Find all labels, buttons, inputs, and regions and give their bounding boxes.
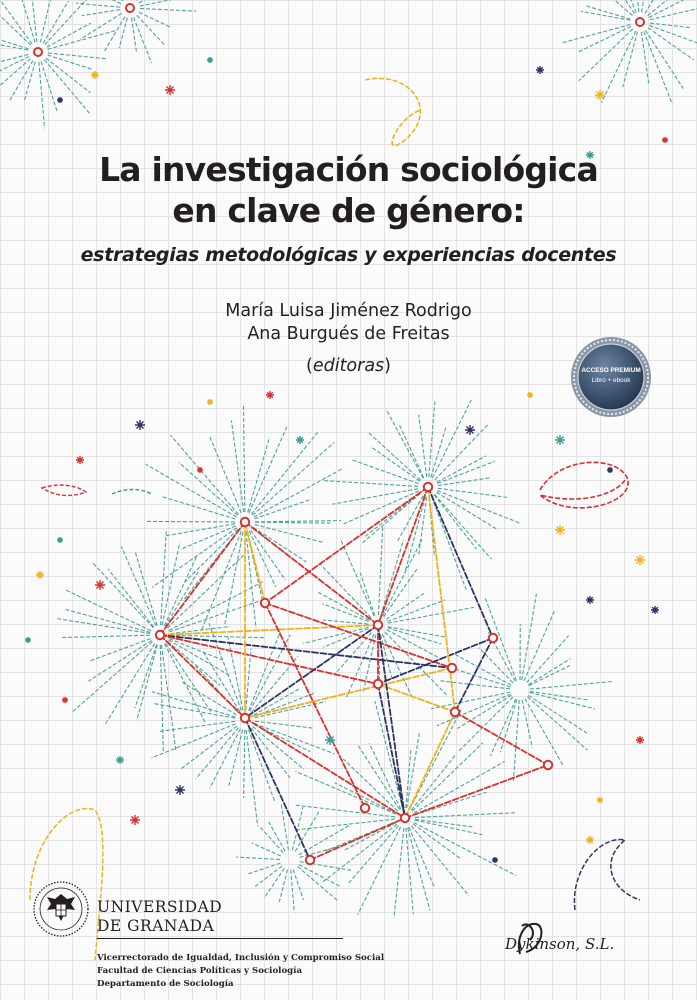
burst-ray xyxy=(169,582,263,631)
burst-ray xyxy=(248,437,270,512)
burst-ray xyxy=(623,32,638,87)
burst-ray xyxy=(410,708,463,809)
burst-ray xyxy=(411,826,468,896)
burst-ray xyxy=(66,609,151,632)
burst-ray xyxy=(415,813,516,818)
star-mark xyxy=(62,697,68,703)
burst-ray xyxy=(202,531,242,630)
network-node xyxy=(306,856,314,864)
burst-ray xyxy=(152,724,236,758)
burst-ray xyxy=(71,642,152,713)
star-mark xyxy=(197,467,203,473)
burst-ray xyxy=(40,0,50,42)
burst-ray xyxy=(438,478,490,486)
burst-ray xyxy=(25,62,36,100)
network-edge xyxy=(428,487,455,712)
burst-ray xyxy=(255,866,282,886)
star-mark xyxy=(586,596,594,604)
burst-ray xyxy=(405,497,425,571)
burst-ray xyxy=(384,568,418,616)
burst-ray xyxy=(147,521,235,522)
network-node xyxy=(448,664,456,672)
burst-ray xyxy=(298,866,339,901)
burst-ray xyxy=(530,691,589,700)
burst-ray xyxy=(0,54,28,64)
star-mark xyxy=(95,580,105,590)
burst-ray xyxy=(522,594,537,680)
author-1: María Luisa Jiménez Rodrigo xyxy=(225,301,472,321)
network-edge xyxy=(160,522,245,635)
burst-ray xyxy=(641,32,649,86)
burst-ray xyxy=(378,525,382,615)
burst-ray xyxy=(134,17,152,63)
star-mark xyxy=(662,137,668,143)
network-node xyxy=(636,18,644,26)
burst-ray xyxy=(236,857,280,859)
burst-ray xyxy=(251,432,317,514)
network-edge xyxy=(265,603,365,808)
burst-ray xyxy=(249,632,280,711)
burst-ray xyxy=(255,521,341,522)
burst-ray xyxy=(121,546,156,625)
star-mark xyxy=(465,425,475,435)
burst-ray xyxy=(437,461,494,483)
burst-ray xyxy=(381,635,393,681)
burst-ray xyxy=(431,428,446,478)
network-node xyxy=(34,48,42,56)
burst-ray xyxy=(93,563,154,628)
burst-ray xyxy=(21,0,35,42)
burst-ray xyxy=(61,635,150,637)
burst-ray xyxy=(593,0,634,14)
burst-ray xyxy=(0,0,32,44)
burst-ray xyxy=(57,619,150,634)
network-edge xyxy=(378,487,428,625)
network-node xyxy=(374,680,382,688)
burst-ray xyxy=(394,828,404,918)
burst-ray xyxy=(93,0,123,1)
author-2: Ana Burgués de Freitas xyxy=(247,324,450,344)
burst-ray xyxy=(140,0,188,6)
burst-ray xyxy=(353,460,419,484)
burst-ray xyxy=(80,13,121,39)
burst-ray xyxy=(248,729,274,801)
burst-ray xyxy=(528,695,587,733)
burst-ray xyxy=(140,8,196,11)
publisher-logo: Dykinson, S.L. xyxy=(505,935,615,953)
burst-ray xyxy=(561,25,630,43)
burst-ray xyxy=(39,62,45,128)
department-line-1: Vicerrectorado de Igualdad, Inclusión y Compromiso Social xyxy=(97,953,385,963)
burst-ray xyxy=(90,638,151,660)
burst-ray xyxy=(439,681,510,689)
burst-ray xyxy=(650,23,690,27)
burst-ray xyxy=(104,17,125,53)
network-node xyxy=(424,483,432,491)
burst-ray xyxy=(513,700,519,781)
burst-ray xyxy=(388,627,448,638)
premium-access-badge xyxy=(570,336,652,418)
star-mark xyxy=(586,836,594,844)
burst-ray xyxy=(530,681,614,689)
star-mark xyxy=(296,436,304,444)
star-mark xyxy=(57,97,63,103)
burst-ray xyxy=(415,819,474,827)
network-node xyxy=(241,714,249,722)
doodle-stroke xyxy=(112,490,152,495)
burst-ray xyxy=(524,610,555,681)
burst-ray xyxy=(76,3,120,7)
star-mark xyxy=(91,71,99,79)
burst-ray xyxy=(383,540,422,617)
network-node xyxy=(241,518,249,526)
star-mark xyxy=(555,525,565,535)
burst-ray xyxy=(254,469,342,517)
star-mark xyxy=(207,399,213,405)
star-mark xyxy=(36,571,44,579)
burst-ray xyxy=(139,12,171,27)
badge-label-2: Libro + ebook xyxy=(591,377,631,384)
burst-ray xyxy=(438,488,507,497)
burst-ray xyxy=(587,6,631,19)
burst-ray xyxy=(294,805,395,817)
star-mark xyxy=(597,797,603,803)
burst-ray xyxy=(170,635,265,637)
burst-ray xyxy=(318,592,370,620)
star-mark xyxy=(116,756,124,764)
burst-ray xyxy=(371,447,419,481)
star-mark xyxy=(635,555,645,565)
network-edge xyxy=(455,712,548,765)
star-mark xyxy=(492,857,498,863)
editors-note-word: editoras xyxy=(312,356,385,376)
burst-ray xyxy=(323,620,368,624)
burst-ray xyxy=(210,729,241,788)
burst-ray xyxy=(135,552,157,626)
burst-ray xyxy=(153,703,235,718)
network-node xyxy=(401,814,409,822)
burst-ray xyxy=(387,600,445,622)
star-mark xyxy=(76,456,84,464)
burst-ray xyxy=(522,700,532,748)
burst-ray xyxy=(291,870,294,912)
network-edge xyxy=(378,684,455,712)
burst-ray xyxy=(248,863,280,874)
doodle-stroke xyxy=(42,485,86,495)
network-node xyxy=(361,804,369,812)
burst-ray xyxy=(412,743,483,811)
burst-ray xyxy=(139,0,187,3)
burst-ray xyxy=(269,822,285,851)
network-node xyxy=(544,761,552,769)
burst-ray xyxy=(649,25,697,44)
book-title-line-1: La investigación sociológica xyxy=(99,150,598,189)
burst-ray xyxy=(357,744,399,809)
burst-ray xyxy=(321,824,397,883)
book-title-line-2: en clave de género: xyxy=(172,191,525,230)
burst-ray xyxy=(530,692,595,708)
star-mark xyxy=(527,392,533,398)
burst-ray xyxy=(413,824,461,859)
burst-ray xyxy=(160,645,163,752)
star-mark xyxy=(555,435,565,445)
burst-ray xyxy=(363,493,421,542)
burst-ray xyxy=(649,0,686,17)
burst-ray xyxy=(648,28,693,60)
burst-ray xyxy=(164,524,235,536)
star-mark xyxy=(266,391,274,399)
doodle-stroke xyxy=(540,462,628,508)
network-node xyxy=(489,634,497,642)
burst-ray xyxy=(0,33,28,49)
burst-ray xyxy=(82,10,120,16)
burst-ray xyxy=(185,529,238,582)
burst-ray xyxy=(146,464,237,517)
burst-ray xyxy=(228,637,243,711)
burst-ray xyxy=(388,628,442,644)
burst-ray xyxy=(160,721,235,731)
burst-ray xyxy=(255,522,330,523)
burst-ray xyxy=(296,771,396,814)
star-mark xyxy=(207,57,213,63)
star-mark xyxy=(25,637,31,643)
burst-ray xyxy=(231,420,243,512)
burst-ray xyxy=(246,649,251,710)
doodle-stroke xyxy=(574,840,640,910)
university-name-line-2: DE GRANADA xyxy=(97,917,215,935)
editors-note-open: ( xyxy=(306,356,313,376)
burst-ray xyxy=(368,432,420,480)
burst-ray xyxy=(386,409,423,478)
burst-ray xyxy=(415,792,487,815)
burst-ray xyxy=(0,15,31,45)
badge-label-1: ACCESO PREMIUM xyxy=(581,367,641,374)
network-node xyxy=(374,621,382,629)
network-edge xyxy=(160,625,378,635)
department-line-2: Facultad de Ciencias Políticas y Sociología xyxy=(97,966,303,976)
burst-ray xyxy=(601,31,635,103)
burst-ray xyxy=(254,499,311,519)
network-edge xyxy=(378,638,493,684)
burst-ray xyxy=(249,427,287,513)
star-mark xyxy=(57,537,63,543)
star-mark xyxy=(130,815,140,825)
burst-ray xyxy=(340,539,374,616)
network-node xyxy=(156,631,164,639)
burst-ray xyxy=(431,692,510,709)
burst-ray xyxy=(293,869,303,899)
burst-ray xyxy=(581,11,630,20)
burst-ray xyxy=(323,481,418,487)
star-mark xyxy=(135,420,145,430)
book-subtitle: estrategias metodológicas y experiencias docentes xyxy=(80,244,617,266)
burst-ray xyxy=(292,807,303,850)
star-mark xyxy=(595,90,605,100)
network-node xyxy=(261,599,269,607)
burst-ray xyxy=(162,497,235,519)
star-mark xyxy=(607,467,613,473)
burst-ray xyxy=(229,730,243,786)
editors-note-close: ) xyxy=(384,356,391,376)
burst-ray xyxy=(252,843,281,856)
burst-ray xyxy=(578,26,631,52)
star-mark xyxy=(325,735,335,745)
burst-ray xyxy=(167,555,244,628)
burst-ray xyxy=(386,592,425,619)
burst-ray xyxy=(71,0,121,4)
burst-ray xyxy=(406,828,413,914)
network-edge xyxy=(245,668,452,718)
burst-ray xyxy=(419,415,427,477)
burst-ray xyxy=(108,569,154,627)
network-edge xyxy=(160,635,452,668)
burst-ray xyxy=(581,0,632,15)
burst-ray xyxy=(137,15,165,45)
burst-ray xyxy=(119,18,127,48)
star-mark xyxy=(651,606,659,614)
burst-ray xyxy=(251,530,286,580)
star-mark xyxy=(165,85,175,95)
burst-ray xyxy=(527,636,569,683)
burst-ray xyxy=(41,62,57,112)
burst-ray xyxy=(210,436,242,513)
university-name-line-1: UNIVERSIDAD xyxy=(97,898,223,916)
burst-ray xyxy=(243,404,244,512)
burst-ray xyxy=(244,730,245,798)
network-node xyxy=(451,708,459,716)
burst-ray xyxy=(388,607,474,623)
burst-ray xyxy=(246,730,258,826)
star-mark xyxy=(636,736,644,744)
doodle-stroke xyxy=(365,78,420,145)
burst-ray xyxy=(89,640,152,681)
burst-ray xyxy=(457,695,511,728)
network-node xyxy=(126,4,134,12)
burst-ray xyxy=(66,590,151,631)
network-edge xyxy=(265,487,428,603)
burst-ray xyxy=(44,60,89,114)
burst-ray xyxy=(105,644,155,725)
network-edge xyxy=(160,635,378,684)
department-line-3: Departamento de Sociología xyxy=(97,979,234,989)
burst-ray xyxy=(48,30,118,49)
burst-ray xyxy=(435,424,489,480)
star-mark xyxy=(536,66,544,74)
university-divider xyxy=(97,938,343,939)
burst-ray xyxy=(255,525,325,543)
university-crest-icon xyxy=(32,880,90,938)
star-mark xyxy=(175,785,185,795)
network-edge xyxy=(310,818,405,860)
burst-ray xyxy=(479,648,513,683)
burst-ray xyxy=(299,865,341,887)
burst-ray xyxy=(529,665,570,685)
burst-ray xyxy=(528,659,570,685)
burst-ray xyxy=(437,456,486,482)
